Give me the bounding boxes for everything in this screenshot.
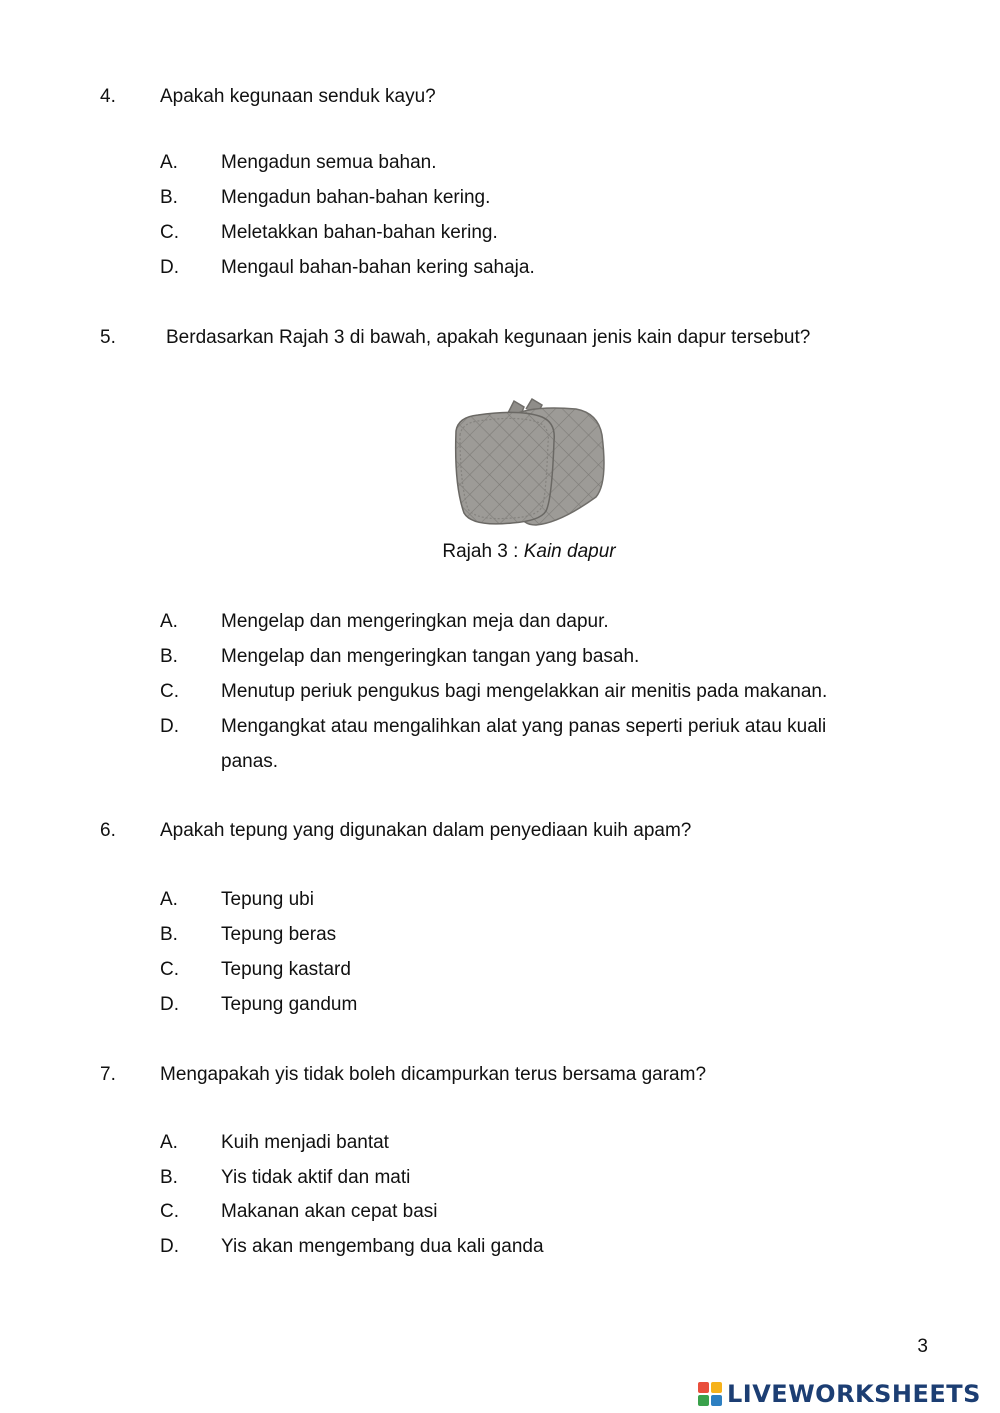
liveworksheets-logo-icon (697, 1381, 723, 1407)
option-text: Mengelap dan mengeringkan tangan yang basah. (221, 646, 640, 667)
option-letter: B. (160, 646, 178, 667)
option-6a[interactable] (0, 889, 1000, 915)
option-letter: C. (160, 1201, 179, 1222)
option-5b[interactable] (0, 646, 1000, 672)
option-text: Tepung beras (221, 924, 337, 945)
option-text: Tepung gandum (221, 994, 358, 1015)
pot-holder-image (450, 395, 610, 530)
option-text: Mengelap dan mengeringkan meja dan dapur. (221, 611, 609, 632)
option-letter: B. (160, 1167, 178, 1188)
figure-caption (0, 541, 1000, 563)
option-letter: A. (160, 152, 178, 173)
option-7b[interactable] (0, 1167, 1000, 1193)
option-7a[interactable] (0, 1132, 1000, 1158)
option-4a[interactable] (0, 152, 1000, 178)
option-letter: B. (160, 924, 178, 945)
question-text: Mengapakah yis tidak boleh dicampurkan terus bersama garam? (160, 1064, 707, 1085)
option-7c[interactable] (0, 1201, 1000, 1227)
option-text: Tepung kastard (221, 959, 351, 980)
option-letter: C. (160, 959, 179, 980)
option-letter: C. (160, 222, 179, 243)
option-letter: B. (160, 187, 178, 208)
option-text: Yis akan mengembang dua kali ganda (221, 1236, 544, 1257)
question-number: 7. (100, 1064, 116, 1085)
page-number: 3 (917, 1336, 928, 1357)
option-letter: A. (160, 1132, 178, 1153)
liveworksheets-brand[interactable] (697, 1379, 981, 1409)
option-6d[interactable] (0, 994, 1000, 1020)
option-letter: D. (160, 716, 179, 737)
option-text: Tepung ubi (221, 889, 314, 910)
option-text: Mengaul bahan-bahan kering sahaja. (221, 257, 535, 278)
option-text: Mengangkat atau mengalihkan alat yang panas seperti periuk atau kuali panas. (221, 716, 827, 772)
question-number: 4. (100, 86, 116, 107)
option-text: Mengadun semua bahan. (221, 152, 437, 173)
option-letter: A. (160, 889, 178, 910)
brand-name: LIVEWORKSHEETS (727, 1380, 981, 1408)
option-letter: A. (160, 611, 178, 632)
option-letter: D. (160, 1236, 179, 1257)
option-text: Makanan akan cepat basi (221, 1201, 438, 1222)
option-7d[interactable] (0, 1236, 1000, 1262)
option-text: Meletakkan bahan-bahan kering. (221, 222, 498, 243)
option-5a[interactable] (0, 611, 1000, 637)
option-letter: D. (160, 994, 179, 1015)
option-5d[interactable] (0, 716, 1000, 772)
option-4d[interactable] (0, 257, 1000, 283)
question-text: Apakah kegunaan senduk kayu? (160, 86, 436, 107)
caption-prefix: Rajah 3 : (442, 541, 524, 562)
question-number: 6. (100, 820, 116, 841)
option-letter: C. (160, 681, 179, 702)
option-4b[interactable] (0, 187, 1000, 213)
question-text: Apakah tepung yang digunakan dalam penyediaan kuih apam? (160, 820, 692, 841)
option-4c[interactable] (0, 222, 1000, 248)
option-text: Mengadun bahan-bahan kering. (221, 187, 491, 208)
option-letter: D. (160, 257, 179, 278)
option-text: Menutup periuk pengukus bagi mengelakkan air menitis pada makanan. (221, 681, 828, 702)
option-text: Yis tidak aktif dan mati (221, 1167, 411, 1188)
option-text: Kuih menjadi bantat (221, 1132, 389, 1153)
option-6b[interactable] (0, 924, 1000, 950)
option-6c[interactable] (0, 959, 1000, 985)
question-text: Berdasarkan Rajah 3 di bawah, apakah kegunaan jenis kain dapur tersebut? (166, 327, 811, 348)
caption-italic: Kain dapur (523, 541, 616, 562)
option-5c[interactable] (0, 681, 1000, 707)
question-number: 5. (100, 327, 116, 348)
